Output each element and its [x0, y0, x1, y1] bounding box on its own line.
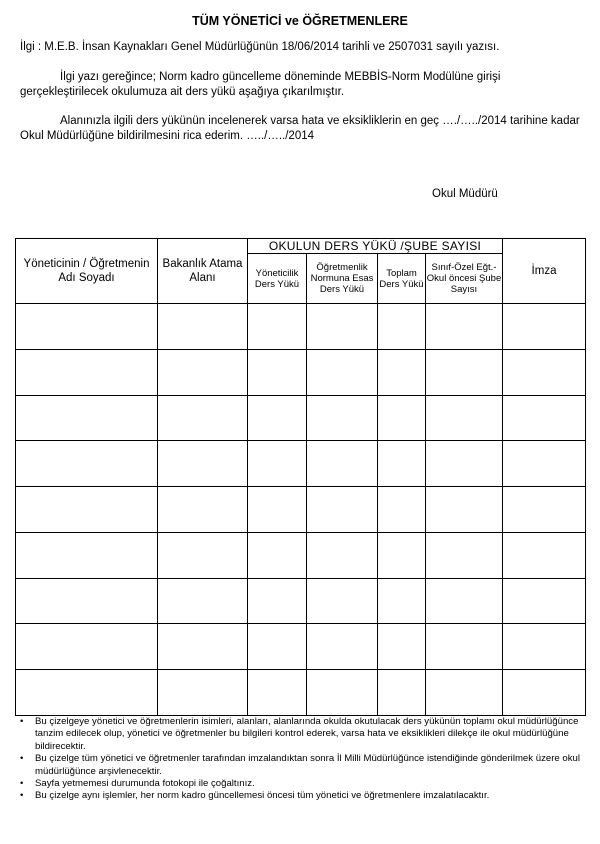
- table-cell: [307, 349, 378, 395]
- bullet-icon: •: [20, 778, 24, 790]
- table-cell: [426, 441, 503, 487]
- table-cell: [16, 624, 158, 670]
- table-cell: [503, 670, 586, 716]
- table-cell: [307, 670, 378, 716]
- table-cell: [307, 578, 378, 624]
- table-cell: [503, 532, 586, 578]
- table-cell: [378, 395, 426, 441]
- document-title: TÜM YÖNETİCİ ve ÖĞRETMENLERE: [192, 14, 408, 28]
- table-cell: [248, 487, 307, 533]
- table-cell: [378, 349, 426, 395]
- table-cell: [248, 441, 307, 487]
- table-cell: [16, 487, 158, 533]
- bullet-icon: •: [20, 753, 24, 765]
- table-cell: [158, 624, 248, 670]
- table-row: [16, 624, 586, 670]
- notes-list: [15, 716, 585, 803]
- note-item: • Bu çizelge tüm yönetici ve öğretmenler tarafından imzalandıktan sonra İl Milli Müdürlüğünce istendiğinde gönderilmek üzere okul müdürlüğünce arşivlenecektir.: [20, 753, 580, 777]
- table-cell: [378, 578, 426, 624]
- table-cell: [503, 487, 586, 533]
- table-cell: [426, 532, 503, 578]
- table-cell: [158, 578, 248, 624]
- table-cell: [158, 670, 248, 716]
- table-cell: [248, 624, 307, 670]
- table-row: [16, 670, 586, 716]
- table-cell: [248, 395, 307, 441]
- table-cell: [16, 304, 158, 350]
- table-cell: [158, 349, 248, 395]
- table-cell: [426, 487, 503, 533]
- header-section-count: Sınıf-Özel Eğt.-Okul öncesi Şube Sayısı: [426, 254, 503, 304]
- header-signature: İmza: [503, 239, 586, 304]
- table-cell: [158, 304, 248, 350]
- header-admin-load: Yöneticilik Ders Yükü: [248, 254, 307, 304]
- header-total-load: Toplam Ders Yükü: [378, 254, 426, 304]
- table-cell: [426, 578, 503, 624]
- table-cell: [248, 349, 307, 395]
- table-cell: [307, 624, 378, 670]
- header-assignment-field: Bakanlık Atama Alanı: [158, 239, 248, 304]
- table-cell: [307, 304, 378, 350]
- workload-table: [15, 238, 586, 716]
- table-cell: [378, 441, 426, 487]
- table-cell: [426, 349, 503, 395]
- table-cell: [503, 395, 586, 441]
- body-paragraph-2: Alanınızla ilgili ders yükünün incelenerek varsa hata ve eksikliklerin en geç …./…../2014 tarihine kadar Okul Müdürlüğüne bildirilmesini rica ederim. …../…../2014: [20, 115, 580, 142]
- signature-label: Okul Müdürü: [432, 188, 498, 200]
- table-cell: [426, 624, 503, 670]
- note-item: • Bu çizelgeye yönetici ve öğretmenlerin isimleri, alanları, alanlarında okulda okutulacak ders yükünün toplamı okul müdürlüğünce tanzim edilecek olup, yönetici ve öğretmenler bu bilgileri kontrol ederek, varsa hata ve eksiklikleri dilekçe ile okul müdürlüğüne bildirecektir.: [20, 716, 579, 752]
- note-item: • Bu çizelge aynı işlemler, her norm kadro güncellemesi öncesi tüm yönetici ve öğretmenlere imzalatılacaktır.: [20, 790, 490, 802]
- table-cell: [503, 304, 586, 350]
- table-cell: [16, 578, 158, 624]
- table-row: [16, 578, 586, 624]
- table-cell: [378, 532, 426, 578]
- table-cell: [426, 304, 503, 350]
- table-cell: [158, 441, 248, 487]
- header-teaching-norm-load: Öğretmenlik Normuna Esas Ders Yükü: [307, 254, 378, 304]
- table-cell: [378, 624, 426, 670]
- table-cell: [503, 624, 586, 670]
- table-cell: [248, 304, 307, 350]
- table-cell: [307, 487, 378, 533]
- reference-line: İlgi : M.E.B. İnsan Kaynakları Genel Müdürlüğünün 18/06/2014 tarihli ve 2507031 sayılı yazısı.: [20, 41, 500, 53]
- table-cell: [16, 441, 158, 487]
- header-name: Yöneticinin / Öğretmenin Adı Soyadı: [16, 239, 158, 304]
- table-cell: [248, 532, 307, 578]
- body-paragraph-1: İlgi yazı gereğince; Norm kadro güncelleme döneminde MEBBİS-Norm Modülüne girişi gerçekleştirilecek okulumuza ait ders yükü aşağıya çıkarılmıştır.: [20, 71, 501, 98]
- table-cell: [16, 349, 158, 395]
- table-cell: [307, 395, 378, 441]
- table-row: [16, 395, 586, 441]
- bullet-icon: •: [20, 790, 24, 802]
- note-item: • Sayfa yetmemesi durumunda fotokopi ile çoğaltınız.: [20, 778, 255, 790]
- table-cell: [378, 487, 426, 533]
- table-cell: [307, 441, 378, 487]
- header-workload-group: OKULUN DERS YÜKÜ /ŞUBE SAYISI: [248, 239, 503, 254]
- table-cell: [503, 441, 586, 487]
- table-row: [16, 349, 586, 395]
- table-cell: [158, 532, 248, 578]
- table-cell: [503, 578, 586, 624]
- bullet-icon: •: [20, 716, 24, 727]
- table-cell: [307, 532, 378, 578]
- table-cell: [158, 487, 248, 533]
- table-cell: [158, 395, 248, 441]
- table-row: [16, 532, 586, 578]
- table-cell: [426, 670, 503, 716]
- table-cell: [378, 304, 426, 350]
- table-row: [16, 304, 586, 350]
- table-cell: [248, 578, 307, 624]
- table-row: [16, 487, 586, 533]
- table-cell: [426, 395, 503, 441]
- table-cell: [503, 349, 586, 395]
- table-cell: [378, 670, 426, 716]
- table-row: [16, 441, 586, 487]
- table-cell: [16, 395, 158, 441]
- table-cell: [16, 532, 158, 578]
- table-cell: [248, 670, 307, 716]
- table-cell: [16, 670, 158, 716]
